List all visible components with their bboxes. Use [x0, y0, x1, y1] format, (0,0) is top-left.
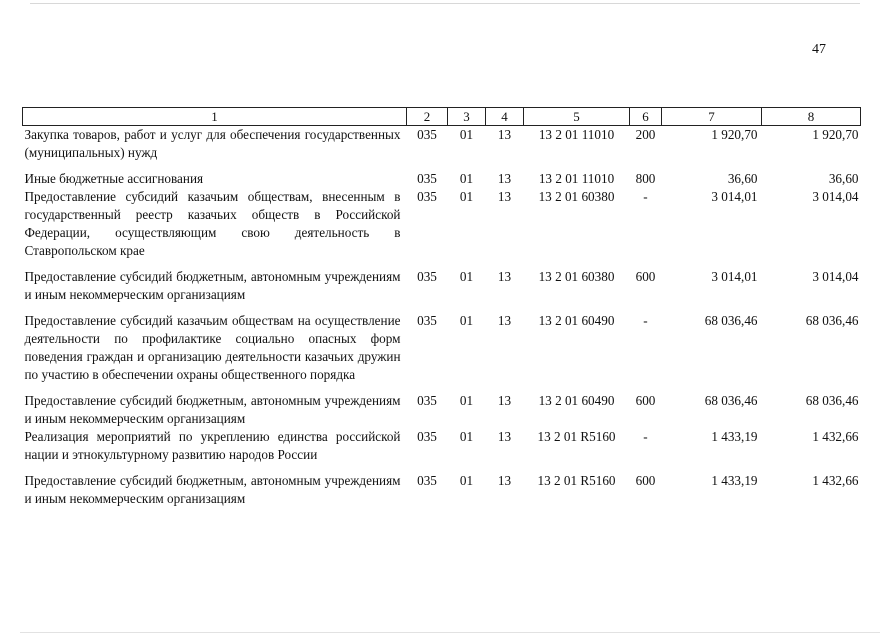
cell-section: 01 [459, 393, 474, 408]
cell-amount-executed: 3 014,04 [812, 269, 859, 284]
column-header: 5 [524, 108, 630, 126]
cell-section: 01 [459, 189, 474, 204]
table-row [23, 268, 861, 312]
cell-amount-executed: 3 014,04 [812, 189, 859, 204]
cell-subsection: 13 [497, 127, 512, 142]
cell-amount-planned: 1 433,19 [711, 473, 758, 488]
cell-amount-executed: 1 432,66 [812, 473, 859, 488]
cell-section: 01 [459, 313, 474, 328]
cell-admin-code: 035 [417, 269, 437, 284]
cell-section: 01 [459, 473, 474, 488]
cell-amount-executed: 68 036,46 [805, 313, 859, 328]
cell-amount-planned: 3 014,01 [711, 189, 758, 204]
cell-admin-code: 035 [417, 313, 437, 328]
cell-admin-code: 035 [417, 127, 437, 142]
cell-target-article: 13 2 01 60490 [538, 393, 615, 408]
cell-amount-planned: 3 014,01 [711, 269, 758, 284]
cell-expense-type: - [643, 189, 648, 204]
cell-target-article: 13 2 01 60490 [538, 313, 615, 328]
table-row [23, 188, 861, 268]
top-scan-edge [30, 3, 860, 4]
table-row [23, 312, 861, 392]
table-row [23, 472, 861, 508]
column-header: 2 [407, 108, 448, 126]
table-row [23, 392, 861, 428]
cell-target-article: 13 2 01 11010 [538, 171, 615, 186]
row-name: Предоставление субсидий казачьим обществам на осуществление деятельности по профилактике социально опасных форм поведения граждан и организацию деятельности казачьих дружин по участию в обеспечении охраны общественного порядка [24, 313, 401, 382]
cell-expense-type: 600 [635, 269, 656, 284]
row-name: Закупка товаров, работ и услуг для обеспечения государственных (муниципальных) нужд [24, 127, 401, 160]
cell-expense-type: 600 [635, 393, 656, 408]
cell-amount-planned: 1 433,19 [711, 429, 758, 444]
cell-section: 01 [459, 127, 474, 142]
cell-amount-planned: 68 036,46 [704, 313, 758, 328]
cell-expense-type: - [643, 313, 648, 328]
cell-section: 01 [459, 269, 474, 284]
page-number: 47 [812, 42, 826, 57]
column-header: 8 [762, 108, 861, 126]
column-header: 7 [662, 108, 762, 126]
cell-subsection: 13 [497, 429, 512, 444]
budget-table [22, 107, 861, 508]
row-name: Реализация мероприятий по укреплению единства российской нации и этнокультурному развитию народов России [24, 429, 401, 462]
table-row [23, 170, 861, 188]
cell-expense-type: - [643, 429, 648, 444]
cell-admin-code: 035 [417, 473, 437, 488]
column-header: 6 [630, 108, 662, 126]
table-row [23, 126, 861, 171]
row-name: Предоставление субсидий казачьим обществам, внесенным в государственный реестр казачьих обществ в Российской Федерации, осуществляющим свою деятельность в Ставропольском крае [24, 189, 401, 258]
column-header: 3 [448, 108, 486, 126]
cell-target-article: 13 2 01 11010 [538, 127, 615, 142]
cell-expense-type: 600 [635, 473, 656, 488]
cell-expense-type: 800 [635, 171, 656, 186]
cell-section: 01 [459, 171, 474, 186]
bottom-scan-edge [20, 632, 880, 633]
cell-target-article: 13 2 01 R5160 [537, 429, 616, 444]
row-name: Иные бюджетные ассигнования [24, 171, 204, 186]
cell-admin-code: 035 [417, 171, 437, 186]
cell-subsection: 13 [497, 313, 512, 328]
table-header-row [23, 108, 861, 126]
cell-amount-executed: 1 920,70 [812, 127, 859, 142]
cell-amount-executed: 1 432,66 [812, 429, 859, 444]
table-row [23, 428, 861, 472]
cell-amount-executed: 68 036,46 [805, 393, 859, 408]
row-name: Предоставление субсидий бюджетным, автономным учреждениям и иным некоммерческим организациям [24, 269, 401, 302]
cell-target-article: 13 2 01 60380 [538, 189, 615, 204]
cell-expense-type: 200 [635, 127, 656, 142]
cell-admin-code: 035 [417, 429, 437, 444]
cell-subsection: 13 [497, 269, 512, 284]
cell-amount-executed: 36,60 [828, 171, 859, 186]
cell-target-article: 13 2 01 R5160 [537, 473, 616, 488]
cell-section: 01 [459, 429, 474, 444]
row-name: Предоставление субсидий бюджетным, автономным учреждениям и иным некоммерческим организациям [24, 393, 401, 426]
cell-admin-code: 035 [417, 189, 437, 204]
row-name: Предоставление субсидий бюджетным, автономным учреждениям и иным некоммерческим организациям [24, 473, 401, 506]
cell-subsection: 13 [497, 189, 512, 204]
column-header: 4 [486, 108, 524, 126]
column-header: 1 [23, 108, 407, 126]
cell-target-article: 13 2 01 60380 [538, 269, 615, 284]
cell-amount-planned: 1 920,70 [711, 127, 758, 142]
cell-subsection: 13 [497, 393, 512, 408]
cell-subsection: 13 [497, 473, 512, 488]
cell-admin-code: 035 [417, 393, 437, 408]
cell-amount-planned: 68 036,46 [704, 393, 758, 408]
cell-amount-planned: 36,60 [727, 171, 758, 186]
cell-subsection: 13 [497, 171, 512, 186]
